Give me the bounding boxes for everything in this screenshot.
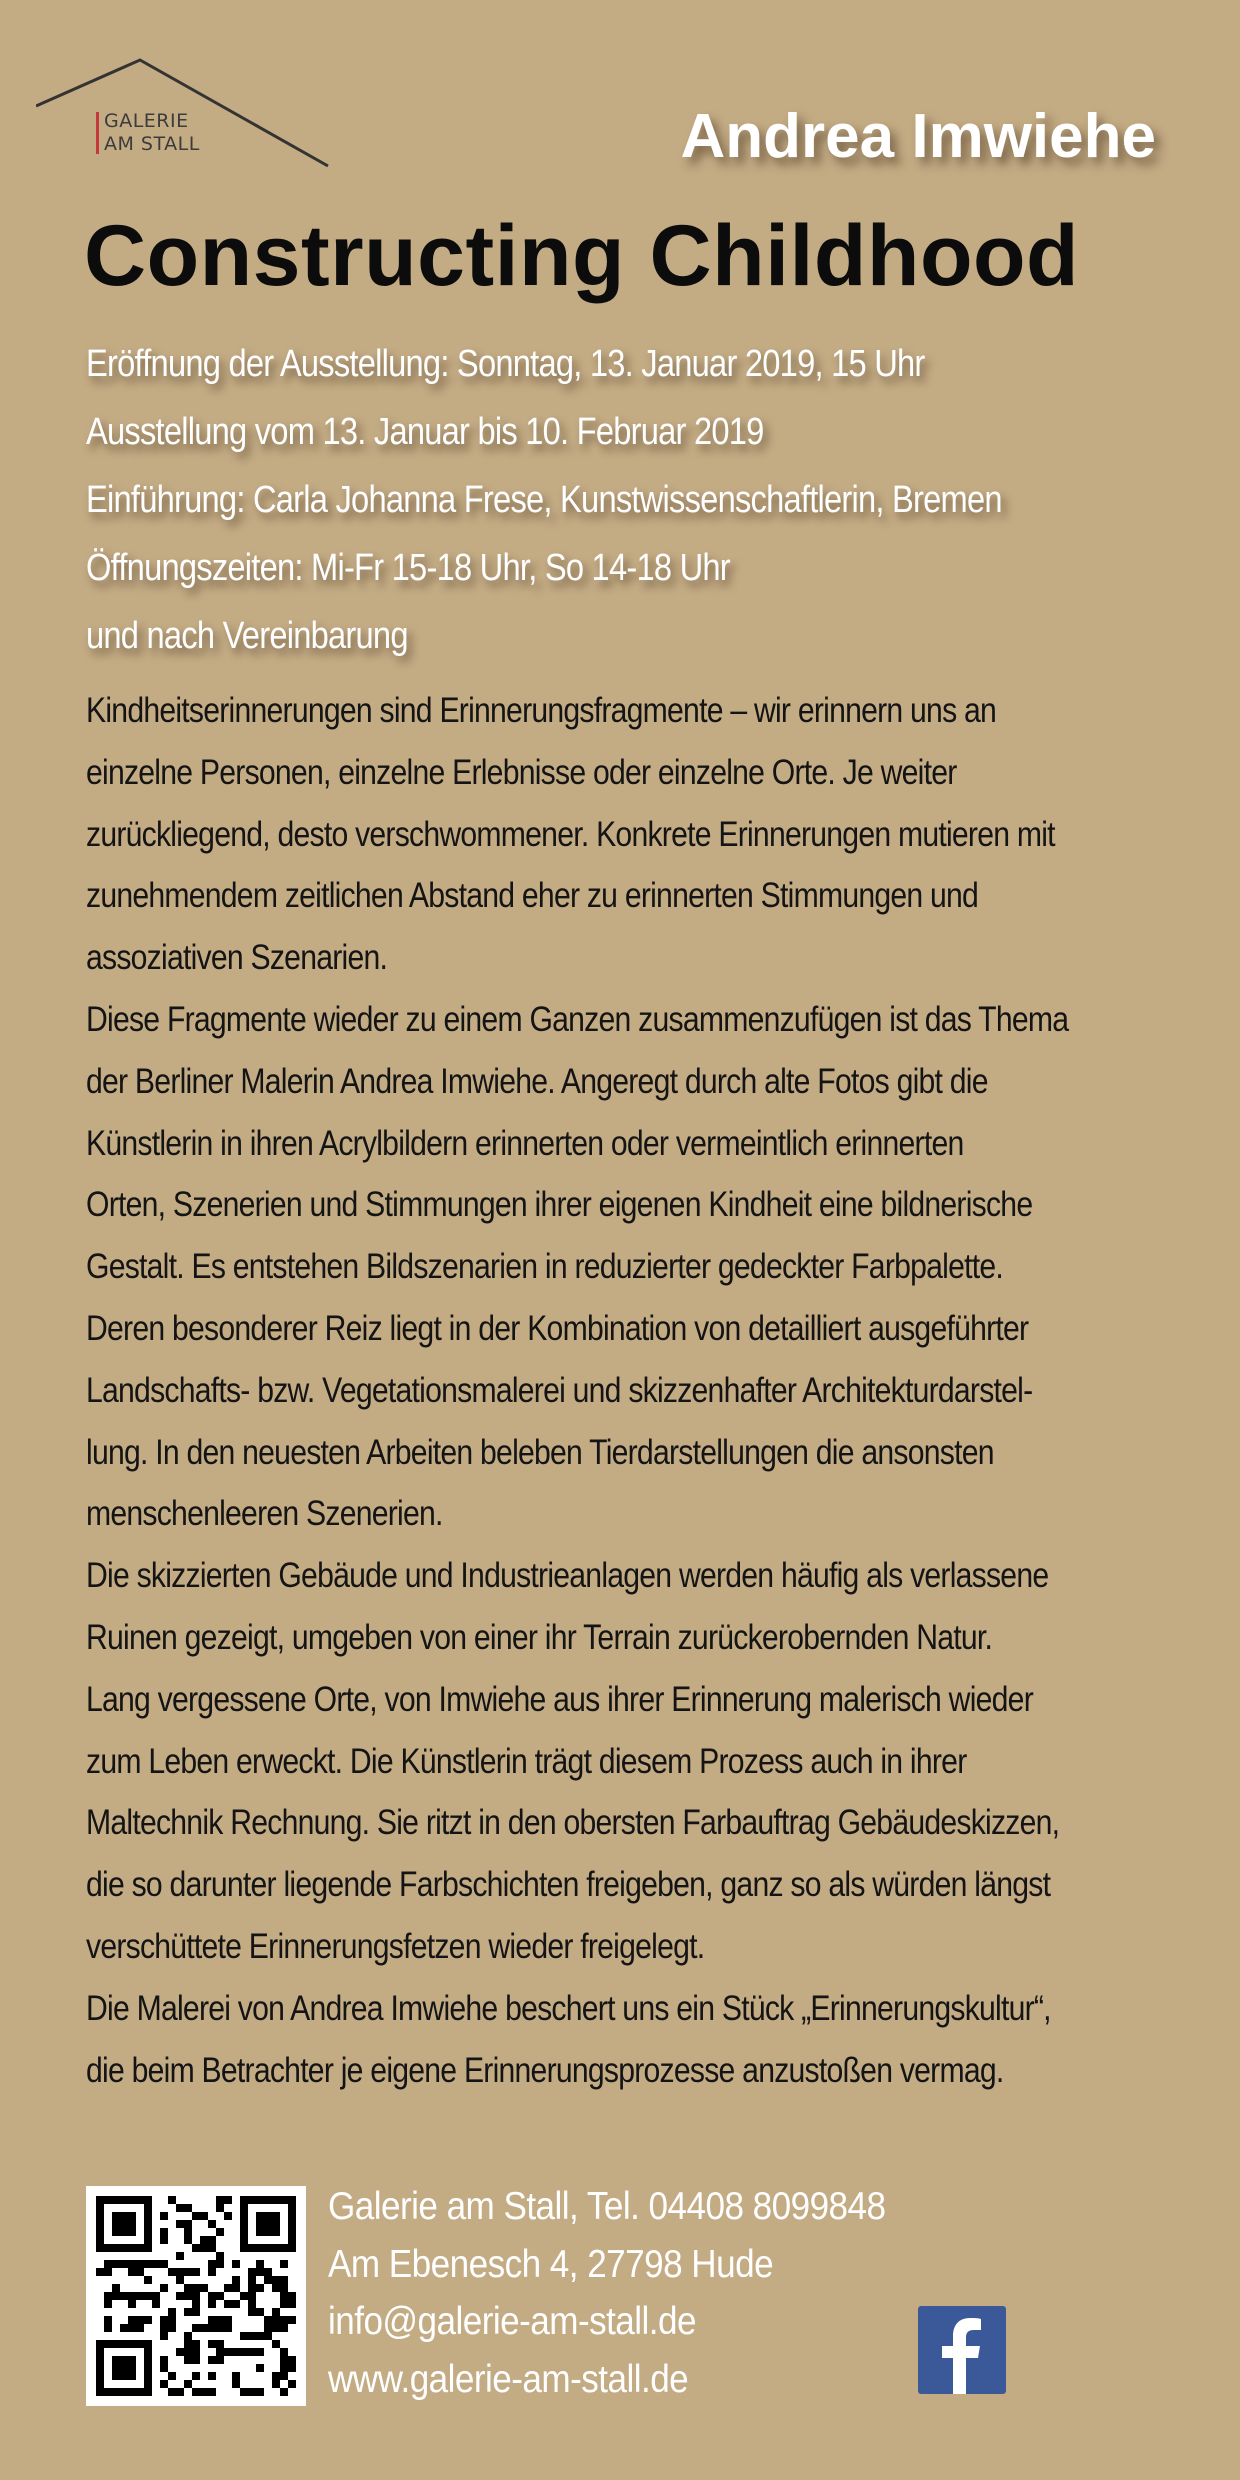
qr-code[interactable]	[86, 2186, 306, 2406]
description-line: Künstlerin in ihren Acrylbildern erinnerten oder vermeintlich erinnerten	[86, 1122, 964, 1163]
description-line: Deren besonderer Reiz liegt in der Kombination von detailliert ausgeführter	[86, 1307, 1029, 1348]
contact-website-link[interactable]: www.galerie-am-stall.de	[328, 2357, 689, 2401]
description-line: Kindheitserinnerungen sind Erinnerungsfragmente – wir erinnern uns an	[86, 690, 997, 730]
description-line: assoziativen Szenarien.	[86, 937, 388, 978]
logo-text	[104, 110, 200, 156]
exhibition-info	[86, 330, 1015, 670]
description-line: zum Leben erweckt. Die Künstlerin trägt diesem Prozess auch in ihrer	[86, 1740, 967, 1781]
description-line: menschenleeren Szenerien.	[86, 1493, 443, 1534]
description-line: Lang vergessene Orte, von Imwiehe aus ihrer Erinnerung malerisch wieder	[86, 1678, 1033, 1719]
description-line: einzelne Personen, einzelne Erlebnisse oder einzelne Orte. Je weiter	[86, 751, 957, 792]
description-line: Maltechnik Rechnung. Sie ritzt in den obersten Farbauftrag Gebäudeskizzen,	[86, 1802, 1060, 1843]
logo-red-mark	[96, 112, 99, 154]
description-line: Die Malerei von Andrea Imwiehe beschert uns ein Stück „Erinnerungskultur“,	[86, 1987, 1051, 2028]
description-line: Die skizzierten Gebäude und Industrieanlagen werden häufig als verlassene	[86, 1555, 1049, 1596]
description-line: Ruinen gezeigt, umgeben von einer ihr Terrain zurückerobernden Natur.	[86, 1616, 993, 1657]
info-opening: Eröffnung der Ausstellung: Sonntag, 13. Januar 2019, 15 Uhr	[86, 343, 925, 385]
description-line: die so darunter liegende Farbschichten freigeben, ganz so als würden längst	[86, 1864, 1051, 1905]
description-line: Landschafts- bzw. Vegetationsmalerei und skizzenhafter Architekturdarstel-	[86, 1369, 1033, 1410]
description-line: zunehmendem zeitlichen Abstand eher zu erinnerten Stimmungen und	[86, 875, 979, 916]
galerie-am-stall-logo	[36, 58, 332, 170]
info-introduction: Einführung: Carla Johanna Frese, Kunstwissenschaftlerin, Bremen	[86, 479, 1002, 521]
qr-code-icon	[86, 2186, 306, 2406]
contact-gallery-phone: Galerie am Stall, Tel. 04408 8099848	[328, 2185, 886, 2228]
description-line: Orten, Szenerien und Stimmungen ihrer eigenen Kindheit eine bildnerische	[86, 1184, 1033, 1225]
logo-line-1: GALERIE	[104, 110, 189, 132]
info-opening-hours: Öffnungszeiten: Mi-Fr 15-18 Uhr, So 14-18 Uhr	[86, 547, 730, 589]
description-line: zurückliegend, desto verschwommener. Konkrete Erinnerungen mutieren mit	[86, 813, 1055, 854]
contact-address: Am Ebenesch 4, 27798 Hude	[328, 2242, 774, 2286]
facebook-icon[interactable]	[918, 2306, 1006, 2394]
description-line: lung. In den neuesten Arbeiten beleben Tierdarstellungen die ansonsten	[86, 1431, 994, 1472]
description-line: verschüttete Erinnerungsfetzen wieder freigelegt.	[86, 1925, 705, 1966]
description-line: der Berliner Malerin Andrea Imwiehe. Angeregt durch alte Fotos gibt die	[86, 1060, 988, 1101]
facebook-f-glyph	[918, 2306, 1006, 2394]
artist-name: Andrea Imwiehe	[680, 102, 1156, 171]
logo-line-2: AM STALL	[104, 133, 200, 155]
exhibition-title: Constructing Childhood	[84, 208, 1080, 304]
info-by-appointment: und nach Vereinbarung	[86, 615, 408, 657]
contact-block	[328, 2178, 886, 2408]
contact-email-link[interactable]: info@galerie-am-stall.de	[328, 2300, 696, 2343]
description-text	[86, 680, 1069, 2101]
description-line: Gestalt. Es entstehen Bildszenarien in reduzierter gedeckter Farbpalette.	[86, 1246, 1003, 1287]
info-dates: Ausstellung vom 13. Januar bis 10. Februar 2019	[86, 411, 764, 453]
description-line: Diese Fragmente wieder zu einem Ganzen zusammenzufügen ist das Thema	[86, 998, 1069, 1039]
description-line: die beim Betrachter je eigene Erinnerungsprozesse anzustoßen vermag.	[86, 2049, 1004, 2090]
